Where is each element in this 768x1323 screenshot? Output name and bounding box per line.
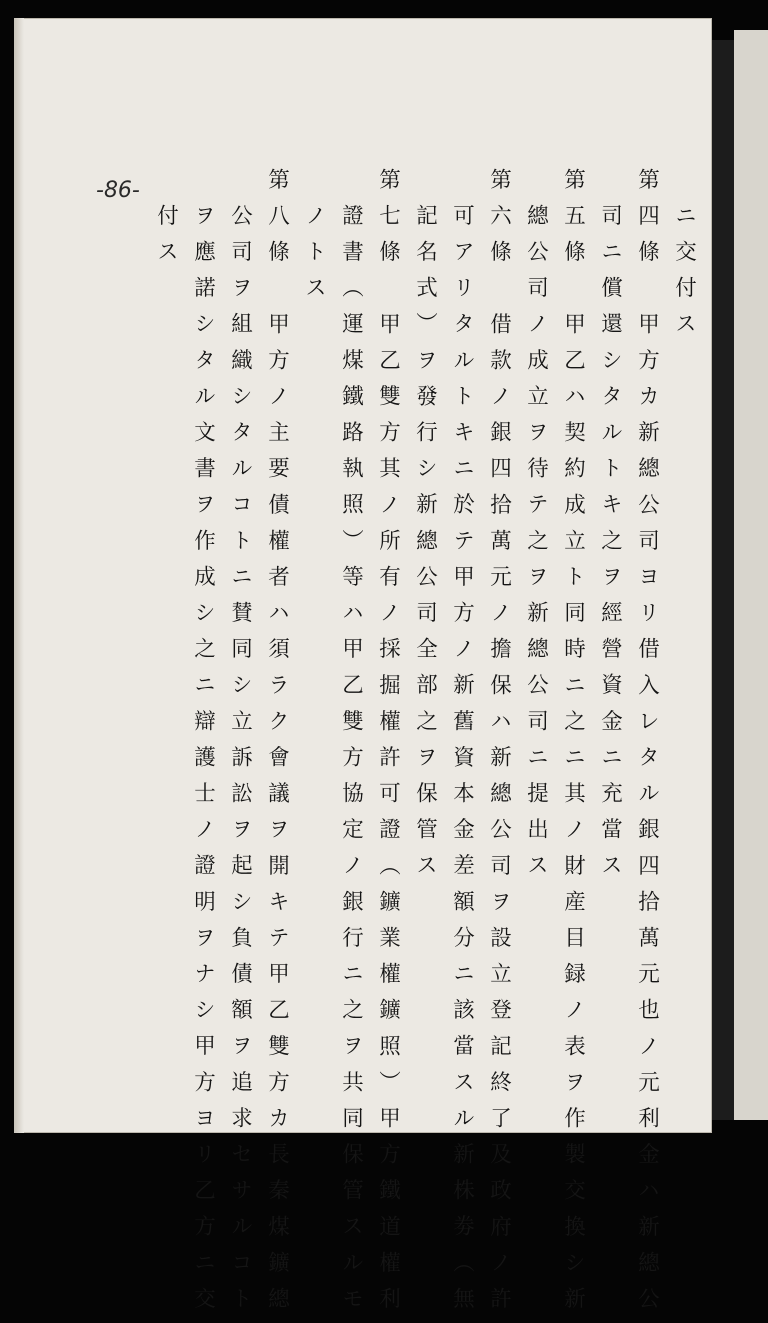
book-binding [712, 40, 734, 1120]
facing-page-edge [734, 30, 768, 1120]
text-column: ヲ應諾シタル文書ヲ作成シ之ニ辯護士ノ證明ヲナシ甲方ヨリ乙方ニ交 [190, 204, 216, 1323]
text-column: 證書（運煤鐵路執照）等ハ甲乙雙方協定ノ銀行ニ之ヲ共同保管スルモ [338, 204, 364, 1323]
document-page [14, 18, 712, 1323]
text-column: 司ニ償還シタルトキ之ヲ經營資金ニ充當ス [597, 204, 623, 890]
text-column: 第八條 甲方ノ主要債權者ハ須ラク會議ヲ開キテ甲乙雙方カ長秦煤鑛總 [264, 168, 290, 1323]
text-column: 付ス [153, 204, 179, 277]
text-column: 可アリタルトキニ於テ甲方ノ新舊資本金差額分ニ該當スル新株劵（無 [449, 204, 475, 1323]
text-column: 第四條 甲方カ新總公司ヨリ借入レタル銀四拾萬元也ノ元利金ハ新總公 [634, 168, 660, 1323]
text-column: 公司ヲ組織シタルコトニ賛同シ立訴訟ヲ起シ負債額ヲ追求セサルコト [227, 204, 253, 1323]
text-column: ニ交付ス [671, 204, 697, 349]
page-number: -86- [96, 178, 140, 203]
text-column: 總公司ノ成立ヲ待テ之ヲ新總公司ニ提出ス [523, 204, 549, 890]
text-column: 記名式）ヲ發行シ新總公司全部之ヲ保管ス [412, 204, 438, 890]
text-column: 第五條 甲乙ハ契約成立ト同時ニ之ニ其ノ財産目録ノ表ヲ作製交換シ新 [560, 168, 586, 1323]
text-column: ノトス [301, 204, 327, 313]
text-column: 第七條 甲乙雙方其ノ所有ノ採掘權許可證（鑛業權鑛照）甲方鐵道權利 [375, 168, 401, 1323]
text-column: 第六條 借款ノ銀四拾萬元ノ擔保ハ新總公司ヲ設立登記終了及政府ノ許 [486, 168, 512, 1323]
